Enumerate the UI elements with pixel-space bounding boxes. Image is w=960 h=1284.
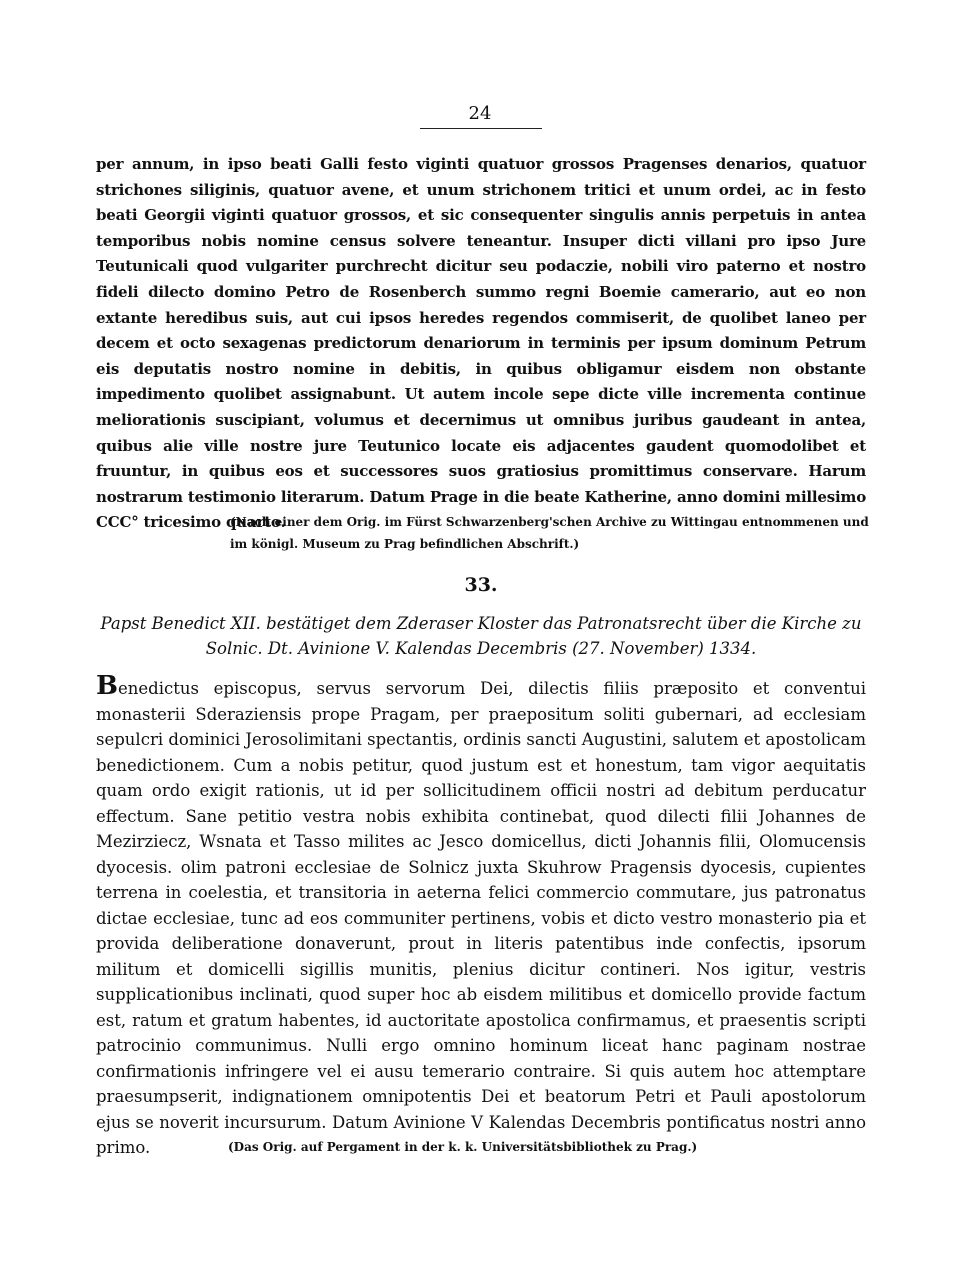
page-number-rule <box>420 128 542 129</box>
page-number: 24 <box>468 103 492 124</box>
charter-text-continued: per annum, in ipso beati Galli festo viginti quatuor grossos Pragenses denarios, quatuor strichones siliginis, quatuor avene, et unum strichonem tritici et unum ordei, ac in festo beati Georgii viginti quatuor grossos, et sic consequenter singulis annis perpetuis in antea temporibus nobis nomine census solvere teneantur. Insuper dicti villani pro ipso Jure Teutunicali quod vulgariter purchrecht dicitur seu podaczie, nobili viro paterno et nostro fideli dilecto domino Petro de Rosenberch summo regni Boemie camerario, aut eo non extante heredibus suis, aut cui ipsos heredes regendos commiserit, de quolibet laneo per decem et octo sexagenas predictorum denariorum in terminis per ipsum dominum Petrum eis deputatis nostro nomine in debitis, in quibus obligamur eisdem non obstante impedimento quolibet assignabunt. Ut autem incole sepe dicte ville incrementa continue meliorationis suscipiant, volumus et decernimus ut omnibus juribus gaudeant in antea, quibus alie ville nostre jure Teutunico locate eis adjacentes gaudent quomodolibet et fruuntur, in quibus eos et successores suos gratiosius promittimus conservare. Harum nostrarum testimonio literarum. Datum Prage in die beate Katherine, anno domini millesimo CCC° tricesimo quarto. <box>96 155 866 532</box>
drop-cap-initial: B <box>96 671 118 701</box>
document-number: 33. <box>464 574 498 596</box>
document-heading: Papst Benedict XII. bestätiget dem Zderaser Kloster das Patronatsrecht über die Kirche zu Solnic. Dt. Avinione V. Kalendas Decembris (27. November) 1334. <box>100 614 862 658</box>
papal-charter-body: enedictus episcopus, servus servorum Dei, dilectis filiis præposito et conventui monasterii Sderaziensis prope Pragam, per praepositum soliti gubernari, ad ecclesiam sepulcri dominici Jerosolimitani spectantis, ordinis sancti Augustini, salutem et apostolicam benedictionem. Cum a nobis petitur, quod justum est et honestum, tam vigor aequitatis quam ordo exigit rationis, ut id per sollicitudinem officii nostri ad debitum perducatur effectum. Sane petitio vestra nobis exhibita continebat, quod dilecti filii Johannes de Mezirziecz, Wsnata et Tasso milites ac Jesco domicellus, dicti Johannis filii, Olomucensis dyocesis. olim patroni ecclesiae de Solnicz juxta Skuhrow Pragensis dyocesis, cupientes terrena in coelestia, et transitoria in aeterna felici commercio commutare, jus patronatus dictae ecclesiae, tunc ad eos communiter pertinens, vobis et dicto vestro monasterio pia et provida deliberatione donaverunt, prout in literis patentibus inde confectis, ipsorum militum et domicelli sigillis munitis, plenius dicitur contineri. Nos igitur, vestris supplicationibus inclinati, quod super hoc ab eisdem militibus et domicello provide factum est, ratum et gratum habentes, id auctoritate apostolica confirmamus, et praesentis scripti patrocinio communimus. Nulli ergo omnino hominum liceat hanc paginam nostrae confirmationis infringere vel ei ausu temerario contraire. Si quis autem hoc attemptare praesumpserit, indignationem omnipotentis Dei et beatorum Petri et Pauli apostolorum ejus se noverit incursurum. Datum Avinione V Kalendas Decembris pontificatus nostri anno primo. <box>96 679 867 1157</box>
source-note-1: (Nach einer dem Orig. im Fürst Schwarzenberg'schen Archive zu Wittingau entnommenen und im königl. Museum zu Prag befindlichen Abschrift.) <box>230 515 869 551</box>
source-note-2: (Das Orig. auf Pergament in der k. k. Universitätsbibliothek zu Prag.) <box>228 1140 698 1154</box>
papal-charter-text <box>96 673 866 1161</box>
